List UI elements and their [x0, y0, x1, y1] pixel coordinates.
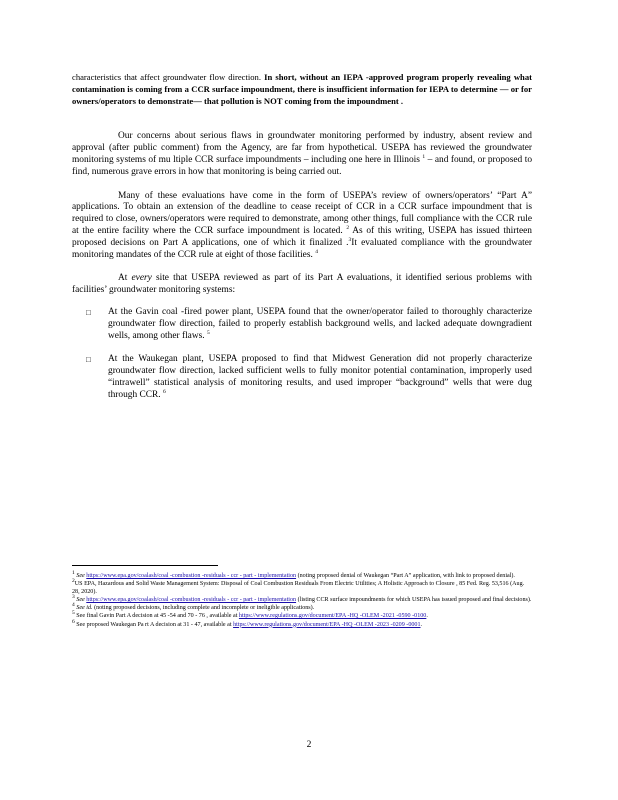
footnote-ref-5[interactable]: 5 — [206, 329, 210, 336]
footnote-6: $^6$ See proposed Waukegan Pa rt A decision at 31 - 47, available at https://www.regulations.gov/document/EPA -HQ -OLEM -2023 -0209 -0001. — [72, 618, 423, 628]
footnotes — [72, 569, 532, 629]
footnote-link[interactable]: https://www.epa.gov/coalash/coal -combustion -residuals - ccr - part - implementation — [86, 573, 297, 579]
paragraph-usepa-reviews: Our concerns about serious flaws in groundwater monitoring performed by industry, absent review and approval (after public comment) from the Agency, are far from hypothetical. USEPA has reviewed the groundwater monitoring systems of mu ltiple CCR surface impoundments – including one here in Illinois $^1$ – and found, or proposed to find, numerous grave errors in how that monitoring is being carried out. — [72, 131, 533, 177]
footnote-1: $^1$ See https://www.epa.gov/coalash/coal -combustion -residuals - ccr - part - implementation (noting proposed denial of Waukegan “Part A” application, with link to proposed denial). — [72, 569, 515, 579]
footnote-4: $^4$ See id. (noting proposed decisions, including complete and incomplete or ineligible applications). — [72, 602, 315, 612]
checkbox-bullet-icon: □ — [86, 355, 91, 365]
document-body — [72, 72, 532, 414]
list-item: □ At the Waukegan plant, USEPA proposed to find that Midwest Generation did not properly characterize groundwater flow direction, lacked sufficient wells to fully monitor potential contamination, improperly used “intrawell” statistical analysis of monitoring results, and used improper “background” wells that were dug through CCR. $^6$ — [86, 354, 532, 400]
footnote-2: $^2$US EPA, Hazardous and Solid Waste Management System: Disposal of Coal Combustion Residuals From Electric Utilities; A Holistic Approach to Closure , 85 Fed. Reg. 53,516 (Aug. 28, 2020). — [72, 578, 525, 596]
top-paragraph — [72, 72, 532, 107]
footnote-3: $^3$ See https://www.epa.gov/coalash/coal -combustion -residuals - ccr - part - implementation (listing CCR surface impoundments for which USEPA has issued proposed and final decisions). — [72, 594, 532, 604]
top-paragraph-bold: In short, without an IEPA -approved program properly revealing what contamination is coming from a CCR surface impoundment, there is insufficient information for IEPA to determine — or for owners/operators to demonstrate— that pollution is NOT coming from the impoundment . — [72, 72, 532, 106]
paragraph-every-site: At every site that USEPA reviewed as part of its Part A evaluations, it identified serious problems with facilities’ groundwater monitoring systems: — [72, 273, 532, 296]
footnote-separator — [72, 565, 218, 566]
footnote-link[interactable]: https://www.regulations.gov/document/EPA -HQ -OLEM -2021 -0590 -0100 — [238, 613, 427, 620]
checkbox-bullet-icon: □ — [86, 307, 91, 317]
footnote-ref-1[interactable]: 1 — [422, 153, 426, 160]
footnote-5: $^5$ See final Gavin Part A decision at 45 -54 and 70 - 76 , available at https://www.regulations.gov/document/EPA -HQ -OLEM -2021 -0590 -0100. — [72, 610, 428, 620]
findings-list — [72, 307, 532, 402]
footnote-ref-6[interactable]: 6 — [162, 388, 166, 395]
list-item: □ At the Gavin coal -fired power plant, USEPA found that the owner/operator failed to thoroughly characterize groundwater flow direction, failed to properly establish background wells, and lacked adequate downgradient wells, among other flaws. $^5$ — [86, 306, 532, 341]
footnote-ref-2[interactable]: 2 — [346, 224, 350, 231]
top-paragraph-normal: characteristics that affect groundwater flow direction. — [72, 72, 261, 82]
footnote-ref-4[interactable]: 4 — [315, 248, 318, 255]
page-number: 2 — [306, 740, 312, 750]
emphasis-every: every — [131, 273, 152, 284]
footnote-link[interactable]: https://www.regulations.gov/document/EPA -HQ -OLEM -2023 -0209 -0001 — [233, 621, 421, 628]
paragraph-part-a: Many of these evaluations have come in the form of USEPA’s review of owners/operators’ “Part A” applications. To obtain an extension of the deadline to cease receipt of CCR in a CCR surface impoundment that is required to close, owners/operators were required to demonstrate, among other things, full compliance with the CCR rule at the entire facility where the CCR surface impoundment is located. $^2$ As of this writing, USEPA has issued thirteen proposed decisions on Part A applications, one of which it finalized .$^3$It evaluated compliance with the groundwater monitoring mandates of the CCR rule at eight of those facilities. $^4$ — [72, 190, 532, 260]
footnote-ref-3[interactable]: 3 — [348, 236, 352, 243]
footnote-link[interactable]: https://www.epa.gov/coalash/coal -combustion -residuals - ccr - part - implementation — [86, 597, 297, 604]
